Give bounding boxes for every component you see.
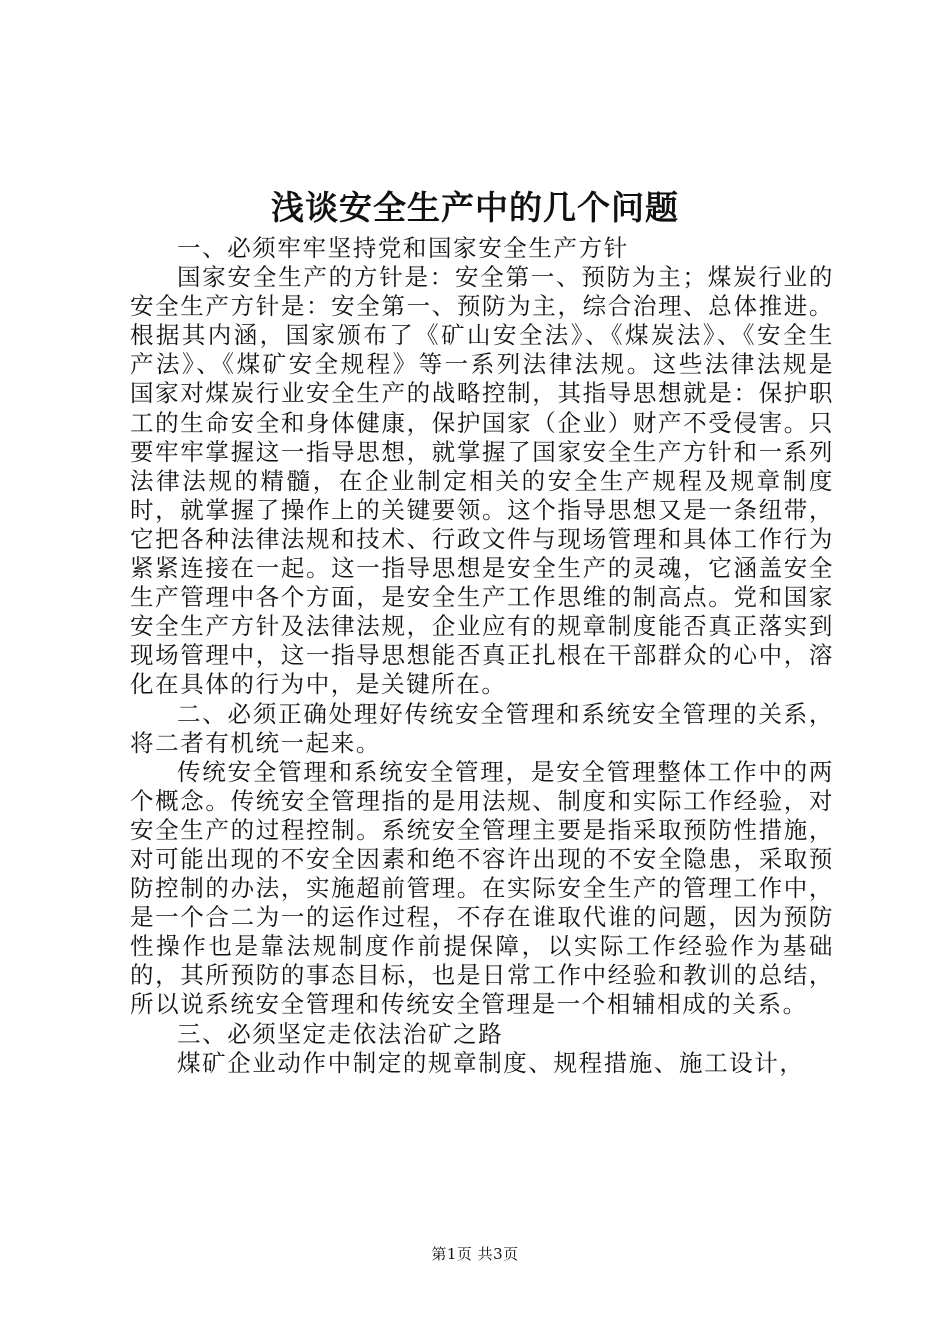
section-heading-3: 三、必须坚定走依法治矿之路: [177, 1019, 504, 1048]
section-heading-2: 二、必须正确处理好传统安全管理和系统安全管理的关系，将二者有机统一起来。: [130, 699, 834, 757]
paragraph-1: 国家安全生产的方针是：安全第一、预防为主；煤炭行业的安全生产方针是：安全第一、预防为主，综合治理、总体推进。根据其内涵，国家颁布了《矿山安全法》、《煤炭法》、《安全生产法》、《煤矿安全规程》等一系列法律法规。这些法律法规是国家对煤炭行业安全生产的战略控制，其指导思想就是：保护职工的生命安全和身体健康，保护国家（企业）财产不受侵害。只要牢牢掌握这一指导思想，就掌握了国家安全生产方针和一系列法律法规的精髓，在企业制定相关的安全生产规程及规章制度时，就掌握了操作上的关键要领。这个指导思想又是一条纽带，它把各种法律法规和技术、行政文件与现场管理和具体工作行为紧紧连接在一起。这一指导思想是安全生产的灵魂，它涵盖安全生产管理中各个方面，是安全生产工作思维的制高点。党和国家安全生产方针及法律法规，企业应有的规章制度能否真正落实到现场管理中，这一指导思想能否真正扎根在干部群众的心中，溶化在具体的行为中，是关键所在。: [130, 263, 834, 699]
section-heading-1: 一、必须牢牢坚持党和国家安全生产方针: [177, 234, 629, 262]
paragraph-3: 煤矿企业动作中制定的规章制度、规程措施、施工设计，: [177, 1048, 805, 1077]
document-body: [130, 234, 834, 1078]
page-number: 第1页 共3页: [431, 1245, 519, 1263]
paragraph-2: 传统安全管理和系统安全管理，是安全管理整体工作中的两个概念。传统安全管理指的是用法规、制度和实际工作经验，对安全生产的过程控制。系统安全管理主要是指采取预防性措施，对可能出现的不安全因素和绝不容许出现的不安全隐患，采取预防控制的办法，实施超前管理。在实际安全生产的管理工作中，是一个合二为一的运作过程，不存在谁取代谁的问题，因为预防性操作也是靠法规制度作前提保障，以实际工作经验作为基础的，其所预防的事态目标，也是日常工作中经验和教训的总结，所以说系统安全管理和传统安全管理是一个相辅相成的关系。: [130, 757, 834, 1019]
document-title: 浅谈安全生产中的几个问题: [271, 188, 679, 227]
